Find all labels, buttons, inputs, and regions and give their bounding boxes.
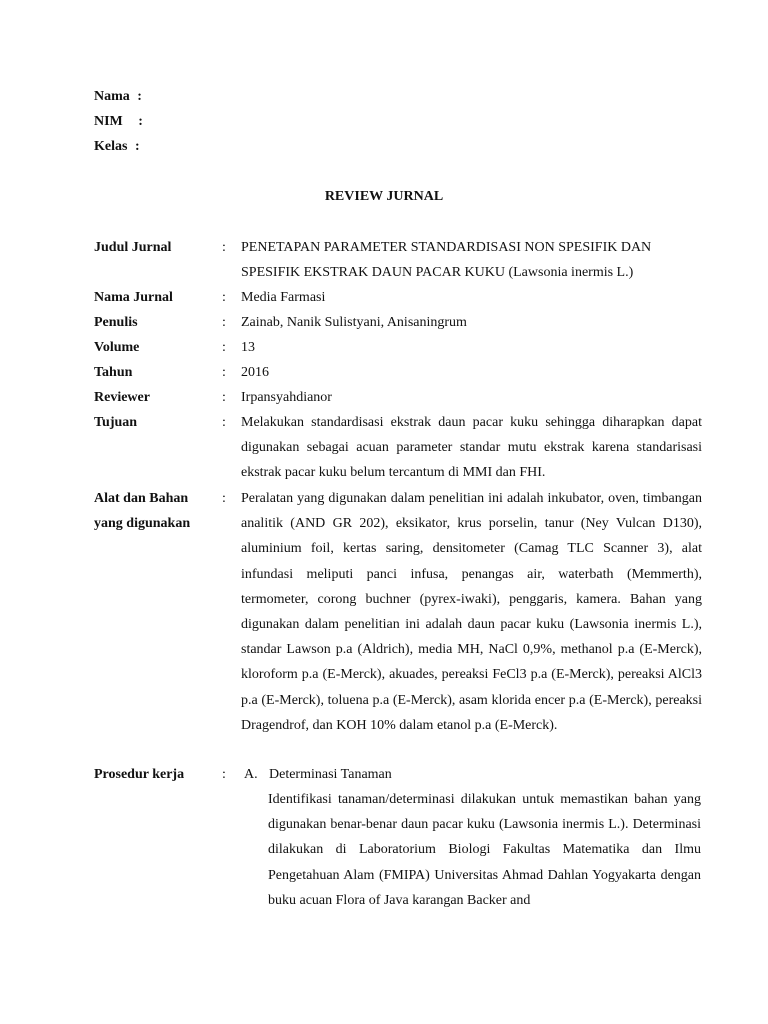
field-prosedur-label: Prosedur kerja <box>94 767 185 782</box>
identity-name-sep: : <box>137 89 142 104</box>
prosedur-step-a-heading <box>244 762 604 787</box>
field-judul <box>94 235 702 285</box>
document-title: REVIEW JURNAL <box>324 189 444 204</box>
field-tujuan-colon: : <box>222 415 226 430</box>
field-penulis-label: Penulis <box>94 315 138 330</box>
field-alat-bahan-label-line2: yang digunakan <box>94 516 191 532</box>
field-tahun <box>94 360 702 385</box>
field-penulis-colon: : <box>222 315 226 330</box>
field-nama-jurnal-value: Media Farmasi <box>241 290 326 305</box>
identity-kelas-label: Kelas <box>94 139 128 154</box>
field-nama-jurnal-label: Nama Jurnal <box>94 290 173 305</box>
field-volume <box>94 335 702 360</box>
identity-nim-label: NIM <box>94 114 123 129</box>
prosedur-step-a-letter: A. <box>244 767 258 782</box>
identity-kelas <box>94 138 140 156</box>
field-volume-value: 13 <box>241 340 255 355</box>
field-alat-bahan-value: Peralatan yang digunakan dalam penelitian ini adalah inkubator, oven, timbangan analitik (AND GR 202), eksikator, krus porselin, tanur (Ney Vulcan D130), aluminium foil, kertas saring, densitometer (Camag TLC Scanner 3), alat infundasi meliputi panci infusa, penangas air, waterbath (Memmerth), termometer, corong buchner (pyrex-iwaki), penggaris, kamera. Bahan yang digunakan dalam penelitian ini adalah daun pacar kuku (Lawsonia inermis L.), standar Lawson p.a (Aldrich), media MH, NaCl 0,9%, methanol p.a (E-Merck), kloroform p.a (E-Merck), akuades, pereaksi FeCl3 p.a (E-Merck), pereaksi AlCl3 p.a (E-Merck), toluena p.a (E-Merck), asam klorida encer p.a (E-Merck), pereaksi Dragendrof, dan KOH 10% dalam etanol p.a (E-Merck). <box>241 491 702 733</box>
field-tujuan-value: Melakukan standardisasi ekstrak daun pacar kuku sehingga diharapkan dapat digunakan sebagai acuan parameter standar mutu ekstrak karena standarisasi ekstrak pacar kuku belum tercantum di MMI dan FHI. <box>241 415 702 481</box>
field-tahun-value: 2016 <box>241 365 269 380</box>
field-tahun-colon: : <box>222 365 226 380</box>
field-alat-bahan-label-line1: Alat dan Bahan <box>94 491 189 506</box>
field-prosedur-colon: : <box>222 767 226 782</box>
field-volume-label: Volume <box>94 340 140 355</box>
field-penulis <box>94 310 702 335</box>
identity-name-label: Nama <box>94 89 130 104</box>
field-volume-colon: : <box>222 340 226 355</box>
identity-name <box>94 88 142 106</box>
field-reviewer-value: Irpansyahdianor <box>241 390 332 405</box>
field-tujuan <box>94 410 702 486</box>
prosedur-step-a-title: Determinasi Tanaman <box>269 767 392 782</box>
field-alat-bahan-label <box>94 486 222 536</box>
field-reviewer <box>94 385 702 410</box>
identity-nim-sep: : <box>138 114 143 129</box>
field-reviewer-colon: : <box>222 390 226 405</box>
identity-kelas-sep: : <box>134 139 140 154</box>
field-reviewer-label: Reviewer <box>94 390 150 405</box>
field-penulis-value: Zainab, Nanik Sulistyani, Anisaningrum <box>241 315 467 330</box>
field-alat-bahan <box>94 486 702 738</box>
field-nama-jurnal <box>94 285 702 310</box>
field-judul-value: PENETAPAN PARAMETER STANDARDISASI NON SPESIFIK DAN SPESIFIK EKSTRAK DAUN PACAR KUKU (Lawsonia inermis L.) <box>241 240 652 281</box>
field-judul-label: Judul Jurnal <box>94 240 172 255</box>
identity-nim <box>94 113 143 131</box>
field-judul-colon: : <box>222 240 226 255</box>
field-nama-jurnal-colon: : <box>222 290 226 305</box>
field-tahun-label: Tahun <box>94 365 133 380</box>
field-alat-bahan-colon: : <box>222 491 226 506</box>
prosedur-step-a-body: Identifikasi tanaman/determinasi dilakukan untuk memastikan bahan yang digunakan benar-benar daun pacar kuku (Lawsonia inermis L.). Determinasi dilakukan di Laboratorium Biologi Fakultas Matematika dan Ilmu Pengetahuan Alam (FMIPA) Universitas Ahmad Dahlan Yogyakarta dengan buku acuan Flora of Java karangan Backer and <box>268 792 701 908</box>
field-tujuan-label: Tujuan <box>94 415 138 430</box>
